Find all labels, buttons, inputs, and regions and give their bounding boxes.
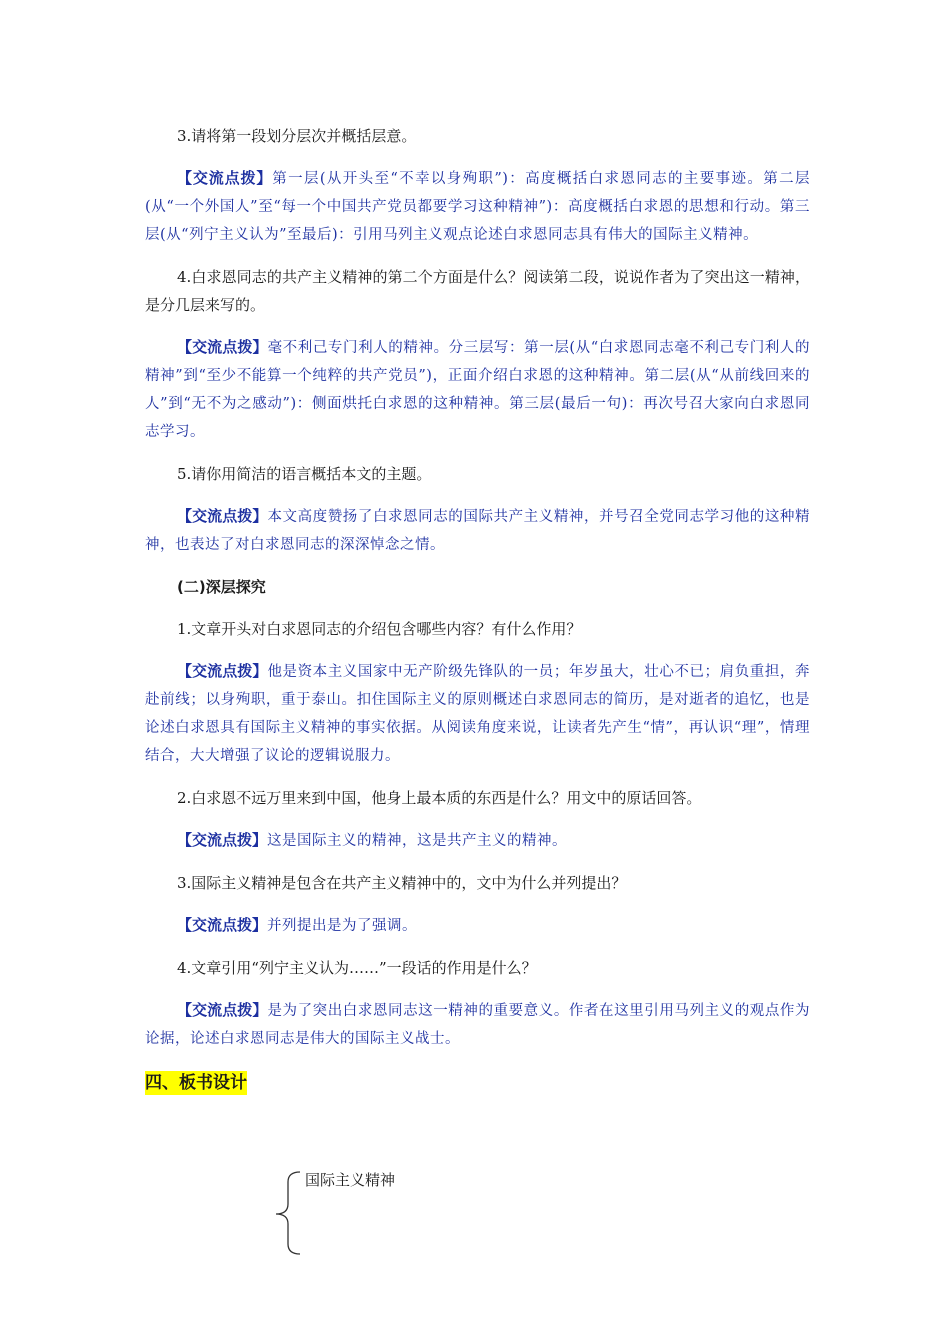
board-label: 国际主义精神 bbox=[305, 1171, 396, 1189]
answer-tag: 【交流点拨】 bbox=[177, 1001, 268, 1019]
question: 2.白求恩不远万里来到中国，他身上最本质的东西是什么？用文中的原话回答。 bbox=[177, 789, 702, 807]
question: 4.白求恩同志的共产主义精神的第二个方面是什么？阅读第二段，说说作者为了突出这一精神，是分几层来写的。 bbox=[145, 268, 810, 314]
subsection-heading: (二)深层探究 bbox=[177, 578, 266, 596]
question: 3.请将第一段划分层次并概括层意。 bbox=[177, 127, 417, 145]
answer bbox=[145, 657, 810, 770]
question: 5.请你用简洁的语言概括本文的主题。 bbox=[177, 465, 432, 483]
answer-tag: 【交流点拨】 bbox=[177, 662, 268, 680]
board-design bbox=[270, 1168, 570, 1258]
answer-text: 这是国际主义的精神，这是共产主义的精神。 bbox=[267, 833, 568, 849]
answer-tag: 【交流点拨】 bbox=[177, 916, 268, 934]
answer bbox=[145, 164, 810, 249]
answer-tag: 【交流点拨】 bbox=[177, 507, 268, 525]
answer bbox=[145, 502, 810, 559]
answer bbox=[145, 996, 810, 1053]
answer-text: 毫不利己专门利人的精神。分三层写：第一层(从“白求恩同志毫不利己专门利人的精神”到“至少不能算一个纯粹的共产党员”)，正面介绍白求恩的这种精神。第二层(从“从前线回来的人”到“无不为之感动”)：侧面烘托白求恩的这种精神。第三层(最后一句)：再次号召大家向白求恩同志学习。 bbox=[145, 340, 810, 440]
answer-tag: 【交流点拨】 bbox=[177, 338, 268, 356]
answer-tag: 【交流点拨】 bbox=[177, 169, 273, 187]
answer bbox=[145, 826, 810, 855]
answer-text: 本文高度赞扬了白求恩同志的国际共产主义精神，并号召全党同志学习他的这种精神，也表达了对白求恩同志的深深悼念之情。 bbox=[145, 509, 810, 553]
brace-icon bbox=[270, 1168, 310, 1258]
answer-tag: 【交流点拨】 bbox=[177, 831, 268, 849]
answer-text: 他是资本主义国家中无产阶级先锋队的一员；年岁虽大，壮心不已；肩负重担，奔赴前线；以身殉职，重于泰山。扣住国际主义的原则概述白求恩同志的简历，是对逝者的追忆，也是论述白求恩具有国际主义精神的事实依据。从阅读角度来说，让读者先产生“情”，再认识“理”，情理结合，大大增强了议论的逻辑说服力。 bbox=[145, 664, 810, 764]
answer-text: 第一层(从开头至“不幸以身殉职”)：高度概括白求恩同志的主要事迹。第二层(从“一个外国人”至“每一个中国共产党员都要学习这种精神”)：高度概括白求恩的思想和行动。第三层(从“列宁主义认为”至最后)：引用马列主义观点论述白求恩同志具有伟大的国际主义精神。 bbox=[145, 171, 810, 243]
question: 4.文章引用“列宁主义认为……”一段话的作用是什么？ bbox=[177, 959, 537, 977]
section-title: 四、板书设计 bbox=[145, 1073, 247, 1093]
question: 3.国际主义精神是包含在共产主义精神中的，文中为什么并列提出？ bbox=[177, 874, 627, 892]
document-body bbox=[145, 122, 810, 1095]
answer bbox=[145, 911, 810, 940]
question: 1.文章开头对白求恩同志的介绍包含哪些内容？有什么作用？ bbox=[177, 620, 582, 638]
answer-text: 是为了突出白求恩同志这一精神的重要意义。作者在这里引用马列主义的观点作为论据，论述白求恩同志是伟大的国际主义战士。 bbox=[145, 1003, 810, 1047]
answer-text: 并列提出是为了强调。 bbox=[267, 918, 418, 934]
qa-list bbox=[145, 122, 810, 1053]
answer bbox=[145, 333, 810, 446]
